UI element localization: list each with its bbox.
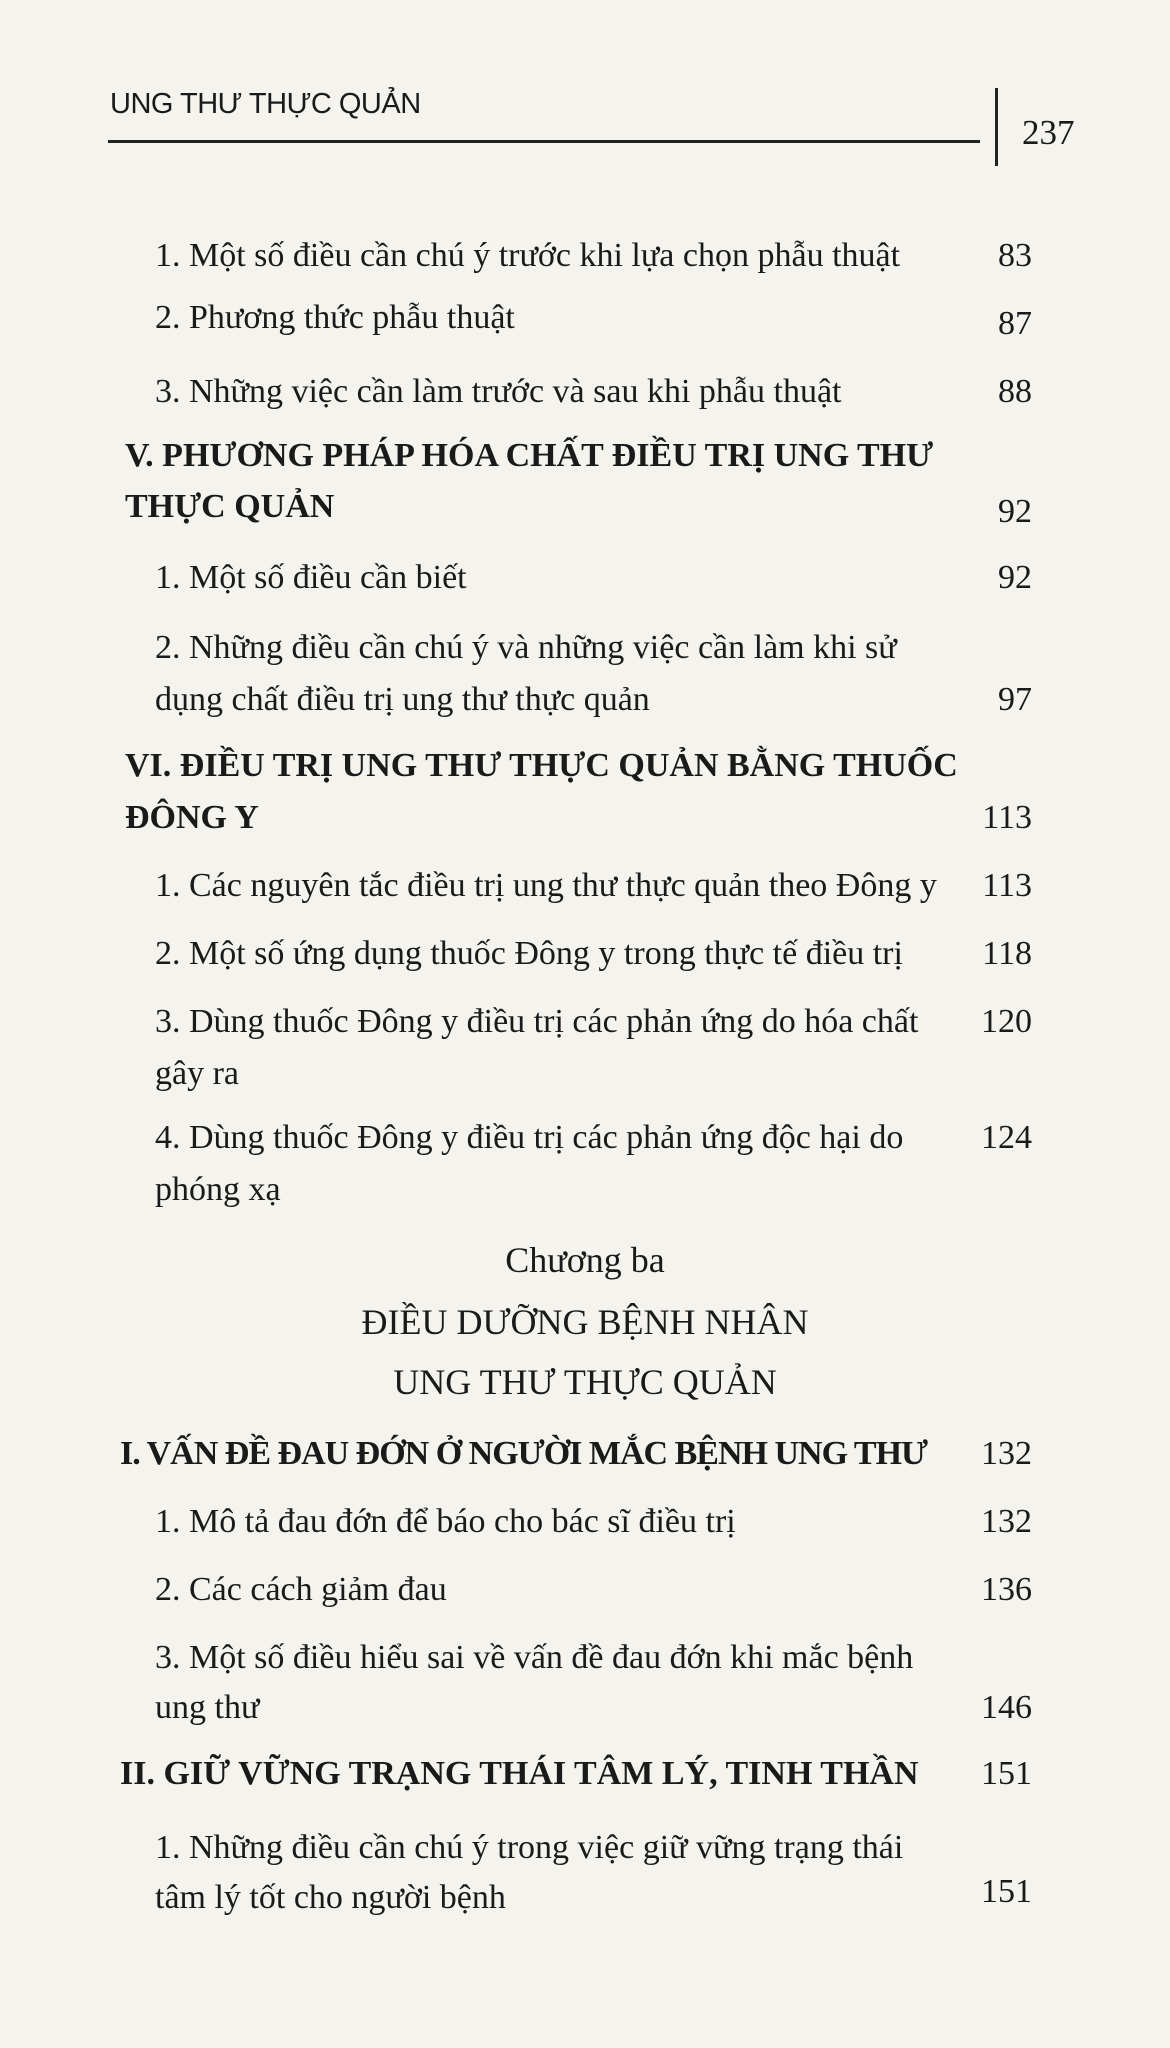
toc-entry-page: 120 <box>981 1003 1032 1040</box>
toc-entry-page: 136 <box>981 1571 1032 1608</box>
toc-entry-page: 88 <box>998 373 1032 410</box>
toc-section-text: II. GIỮ VỮNG TRẠNG THÁI TÂM LÝ, TINH THẦN <box>120 1755 919 1792</box>
toc-entry-page: 83 <box>998 237 1032 274</box>
toc-entry-text-line2: gây ra <box>155 1055 240 1092</box>
toc-entry-page: 118 <box>982 935 1032 972</box>
toc-entry-page: 97 <box>998 681 1032 718</box>
toc-entry-text: 2. Phương thức phẫu thuật <box>155 299 515 336</box>
toc-entry-page: 113 <box>982 867 1032 904</box>
toc-entry-text-line2: phóng xạ <box>155 1171 281 1208</box>
toc-section-page: 151 <box>981 1755 1032 1792</box>
toc-entry-text-line1: 3. Dùng thuốc Đông y điều trị các phản ứng do hóa chất <box>155 1003 919 1040</box>
chapter-title-line2: UNG THƯ THỰC QUẢN <box>393 1362 777 1402</box>
toc-entry-page: 87 <box>998 305 1032 342</box>
chapter-label: Chương ba <box>505 1240 665 1280</box>
toc-entry-text-line1: 1. Những điều cần chú ý trong việc giữ vững trạng thái <box>155 1829 904 1866</box>
toc-section-text-line2: THỰC QUẢN <box>125 488 335 525</box>
toc-entry-page: 146 <box>981 1689 1032 1726</box>
header-vertical-rule <box>995 88 998 166</box>
toc-entry-page: 124 <box>981 1119 1032 1156</box>
toc-entry-text-line2: ung thư <box>155 1689 260 1726</box>
toc-entry-text: 1. Các nguyên tắc điều trị ung thư thực quản theo Đông y <box>155 867 937 904</box>
toc-entry-text: 1. Mô tả đau đớn để báo cho bác sĩ điều trị <box>155 1503 736 1540</box>
toc-section-text-line2: ĐÔNG Y <box>125 799 259 836</box>
toc-entry-text: 1. Một số điều cần biết <box>155 559 467 596</box>
toc-entry-text-line2: dụng chất điều trị ung thư thực quản <box>155 681 650 718</box>
toc-section-page: 92 <box>998 493 1032 530</box>
toc-entry-page: 132 <box>981 1503 1032 1540</box>
toc-entry-page: 92 <box>998 559 1032 596</box>
toc-entry-text: 2. Một số ứng dụng thuốc Đông y trong thực tế điều trị <box>155 935 903 972</box>
toc-entry-text-line1: 2. Những điều cần chú ý và những việc cần làm khi sử <box>155 629 897 666</box>
toc-entry-text: 2. Các cách giảm đau <box>155 1571 447 1608</box>
toc-entry-text-line1: 3. Một số điều hiểu sai về vấn đề đau đớn khi mắc bệnh <box>155 1639 914 1676</box>
toc-section-text-line1: V. PHƯƠNG PHÁP HÓA CHẤT ĐIỀU TRỊ UNG THƯ <box>125 437 934 474</box>
toc-entry-text: 3. Những việc cần làm trước và sau khi phẫu thuật <box>155 373 842 410</box>
header-rule <box>108 140 980 143</box>
toc-entry-text-line1: 4. Dùng thuốc Đông y điều trị các phản ứng độc hại do <box>155 1119 904 1156</box>
chapter-title-line1: ĐIỀU DƯỠNG BỆNH NHÂN <box>361 1302 809 1342</box>
toc-section-page: 113 <box>982 799 1032 836</box>
toc-section-page: 132 <box>981 1435 1032 1472</box>
toc-entry-text: 1. Một số điều cần chú ý trước khi lựa chọn phẫu thuật <box>155 237 901 274</box>
toc-entry-text-line2: tâm lý tốt cho người bệnh <box>155 1879 506 1916</box>
toc-entry-page: 151 <box>981 1873 1032 1910</box>
running-header-title: UNG THƯ THỰC QUẢN <box>110 88 421 120</box>
toc-section-text: I. VẤN ĐỀ ĐAU ĐỚN Ở NGƯỜI MẮC BỆNH UNG THƯ <box>120 1435 928 1472</box>
page-number: 237 <box>1022 113 1075 152</box>
toc-section-text-line1: VI. ĐIỀU TRỊ UNG THƯ THỰC QUẢN BẰNG THUỐC <box>125 747 958 784</box>
